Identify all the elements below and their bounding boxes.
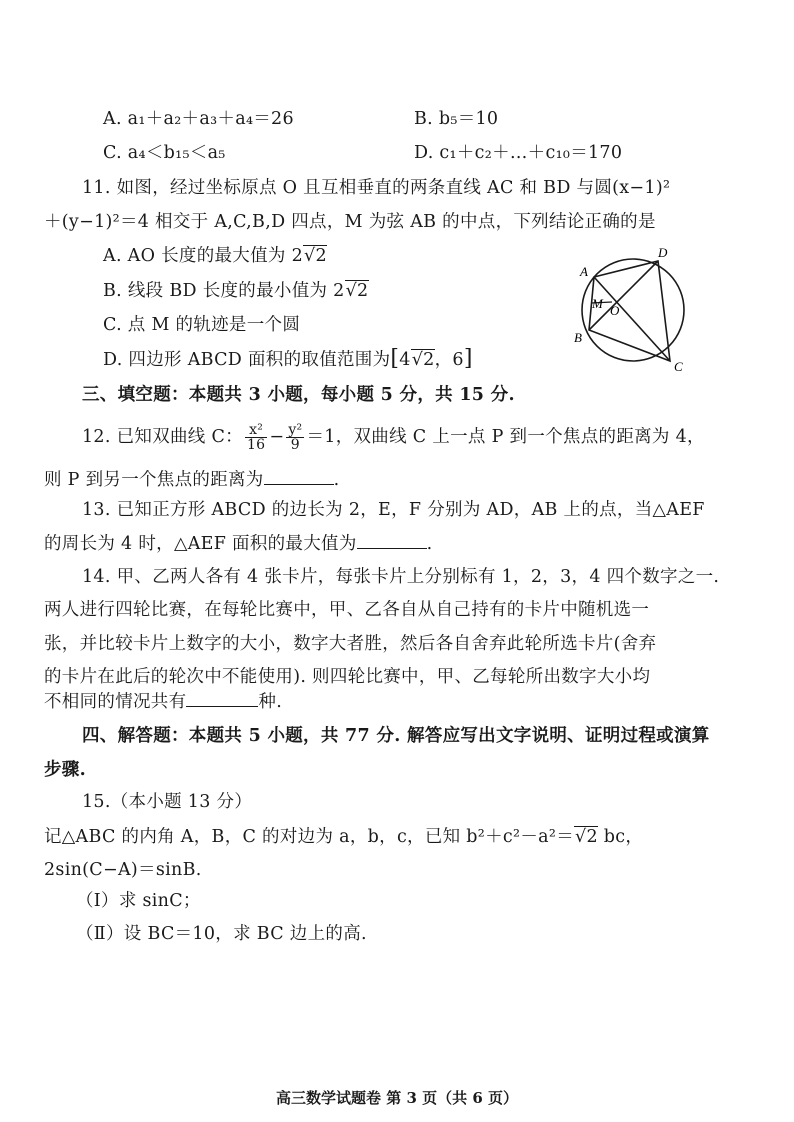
fraction-y2-9	[286, 423, 304, 452]
frac2-numerator: y²	[288, 422, 303, 438]
q14-end: 种.	[258, 692, 283, 712]
q13-line2	[44, 532, 433, 555]
q12-prefix: 12. 已知双曲线 C：	[82, 427, 243, 447]
fraction-x2-16	[245, 423, 267, 452]
line-ac	[594, 277, 670, 361]
interval-high: ，6	[434, 350, 464, 370]
label-d: D	[658, 245, 668, 260]
q15-part2: （Ⅱ）设 BC＝10，求 BC 边上的高.	[76, 924, 367, 944]
q15-title: 15.（本小题 13 分）	[82, 792, 253, 812]
q11-option-b-text: B. 线段 BD 长度的最小值为 2	[103, 281, 345, 301]
frac1-denominator: 16	[246, 437, 266, 453]
q10-option-c: C. a₄＜b₁₅＜a₅	[103, 143, 226, 163]
q12-line2	[44, 468, 339, 491]
q12-suffix: ＝1，双曲线 C 上一点 P 到一个焦点的距离为 4，	[306, 427, 705, 447]
q13-line1: 13. 已知正方形 ABCD 的边长为 2，E，F 分别为 AD，AB 上的点，当△AEF	[82, 500, 705, 520]
minus-sign: −	[269, 427, 285, 447]
label-b: B	[574, 330, 582, 345]
q11-option-d	[103, 348, 473, 371]
q11-option-c: C. 点 M 的轨迹是一个圆	[103, 315, 301, 335]
label-c: C	[674, 359, 683, 374]
frac2-denominator: 9	[290, 437, 301, 453]
quadrilateral-abcd	[589, 261, 670, 361]
q15-line2: 2sin(C−A)＝sinB.	[44, 860, 202, 880]
q14-line4: 的卡片在此后的轮次中不能使用). 则四轮比赛中，甲、乙每轮所出数字大小均	[44, 667, 651, 687]
q10-option-d: D. c₁＋c₂＋…＋c₁₀＝170	[414, 143, 623, 163]
q11-option-a-text: A. AO 长度的最大值为 2	[103, 246, 304, 266]
frac1-numerator: x²	[245, 423, 267, 438]
q10-option-a: A. a₁＋a₂＋a₃＋a₄＝26	[103, 109, 294, 129]
q14-line2: 两人进行四轮比赛，在每轮比赛中，甲、乙各自从自己持有的卡片中随机选一	[44, 600, 650, 620]
interval-low-coef: 4	[399, 350, 411, 370]
right-bracket: ]	[463, 346, 473, 371]
section4-title-line1: 四、解答题：本题共 5 小题，共 77 分. 解答应写出文字说明、证明过程或演算	[82, 726, 710, 746]
sqrt-symbol: √2	[575, 827, 598, 847]
q15-line1	[44, 826, 643, 848]
left-bracket: [	[390, 346, 400, 371]
q14-line5	[44, 690, 282, 713]
q13-end: .	[426, 534, 433, 554]
q11-stem-line1: 11. 如图，经过坐标原点 O 且互相垂直的两条直线 AC 和 BD 与圆(x−1)²	[82, 178, 671, 198]
q15-line1-end: bc，	[597, 827, 644, 847]
label-o: O	[610, 303, 620, 318]
q13-line2-text: 的周长为 4 时，△AEF 面积的最大值为	[44, 534, 357, 554]
q14-line1: 14. 甲、乙两人各有 4 张卡片，每张卡片上分别标有 1，2，3，4 四个数字之一.	[82, 567, 720, 587]
answer-blank[interactable]	[186, 690, 258, 707]
label-m: M	[592, 296, 603, 311]
circle-quadrilateral-figure	[560, 240, 700, 380]
sqrt-symbol: √2	[304, 246, 327, 266]
sqrt-symbol: √2	[411, 350, 435, 370]
page-footer: 高三数学试题卷 第 3 页（共 6 页）	[276, 1089, 518, 1107]
q11-option-b	[103, 280, 369, 302]
section3-title: 三、填空题：本题共 3 小题，每小题 5 分，共 15 分.	[82, 385, 515, 405]
q12-end: .	[333, 470, 340, 490]
section4-title-line2: 步骤.	[44, 760, 86, 780]
q11-option-d-text: D. 四边形 ABCD 面积的取值范围为	[103, 350, 391, 370]
answer-blank[interactable]	[264, 468, 334, 485]
sqrt-symbol: √2	[345, 281, 369, 301]
q14-line3: 张，并比较卡片上数字的大小，数字大者胜，然后各自舍弃此轮所选卡片(舍弃	[44, 634, 657, 654]
label-a: A	[580, 264, 588, 279]
q11-option-a	[103, 245, 327, 267]
q10-option-b: B. b₅＝10	[414, 109, 499, 129]
q14-line5-text: 不相同的情况共有	[44, 692, 187, 712]
q12-line1	[82, 423, 705, 452]
q12-line2-text: 则 P 到另一个焦点的距离为	[44, 470, 264, 490]
q15-part1: （Ⅰ）求 sinC；	[76, 891, 201, 911]
q15-line1-text: 记△ABC 的内角 A，B，C 的对边为 a，b，c，已知 b²＋c²－a²＝	[44, 827, 574, 847]
answer-blank[interactable]	[357, 532, 427, 549]
q11-stem-line2: ＋(y−1)²＝4 相交于 A,C,B,D 四点，M 为弦 AB 的中点，下列结论正确的是	[44, 212, 656, 232]
